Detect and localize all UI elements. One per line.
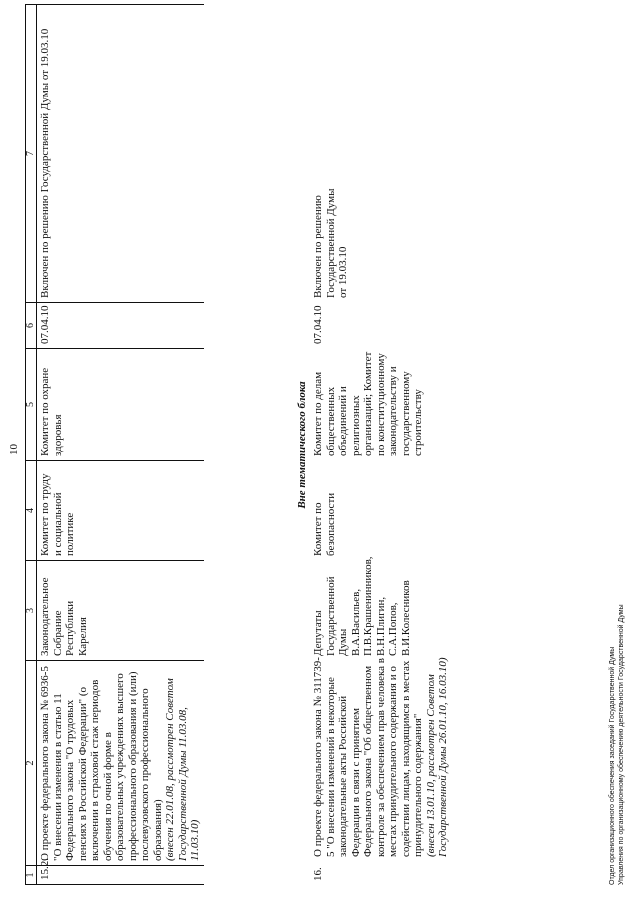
footer-line-1: Отдел организационного обеспечения заседаний Государственной Думы [609, 646, 616, 885]
col-header-4: 4 [26, 461, 37, 561]
table-row-15-2 [37, 5, 204, 885]
bill-note: (внесен 13.01.10, рассмотрен Советом Государственной Думы 26.01.10, 16.03.10) [424, 657, 449, 857]
header-row [26, 5, 37, 885]
status: Включен по решению Государственной Думы от 19.03.10 [312, 188, 349, 298]
block-title: Вне тематического блока [296, 381, 308, 509]
col-header-7: 7 [26, 5, 37, 303]
col-header-5: 5 [26, 349, 37, 461]
agenda-table [25, 4, 204, 885]
row-number: 15.2. [37, 866, 204, 885]
status: Включен по решению Государственной Думы от 19.03.10 [37, 5, 204, 303]
bill-author: Депутаты Государственной Думы В.А.Васильев, П.В.Крашенинников, В.Н.Плигин, С.А.Попов, В.И.Колесников [312, 556, 412, 656]
date: 07.04.10 [312, 305, 324, 344]
bill-title: О проекте федерального закона № 6936-5 "О внесении изменения в статью 11 Федерального закона "О трудовых пенсиях в Российской Федерации" (о включении в страховой стаж периодов обучения по очной форме в образовательных учреждениях высшего профессионального образования и (или) послевузовского профессионального образования) [39, 666, 164, 861]
co-committee: Комитет по делам общественных объединений и религиозных организаций; Комитет по конституционному законодательству и государственному строительству [312, 351, 424, 456]
bill-author: Законодательное Собрание Республики Карелия [37, 561, 204, 661]
row-number: 16. [312, 867, 324, 881]
bill-title: О проекте федерального закона № 311739-5 "О внесении изменений в некоторые законодательные акты Российской Федерации в связи с принятием Федерального закона "Об общественном контроле за обеспечением прав человека в местах принудительного содержания и о содействии лицам, находящимся в местах принудительного содержания" [312, 657, 424, 857]
col-header-6: 6 [26, 303, 37, 349]
col-header-3: 3 [26, 561, 37, 661]
co-committee: Комитет по охране здоровья [37, 349, 204, 461]
responsible-committee: Комитет по безопасности [312, 492, 337, 556]
footer [608, 604, 626, 885]
bill-title-cell [37, 661, 204, 866]
responsible-committee: Комитет по труду и социальной политике [37, 461, 204, 561]
footer-line-2: Управления по организационному обеспечению деятельности Государственной Думы [618, 604, 625, 885]
date: 07.04.10 [37, 303, 204, 349]
bill-note: (внесен 22.01.08, рассмотрен Советом Государственной Думы 11.03.08, 11.03.10) [164, 678, 201, 861]
page-number: 10 [8, 444, 20, 455]
col-header-1: 1 [26, 866, 37, 885]
bill-title-cell [312, 657, 450, 857]
col-header-2: 2 [26, 661, 37, 866]
